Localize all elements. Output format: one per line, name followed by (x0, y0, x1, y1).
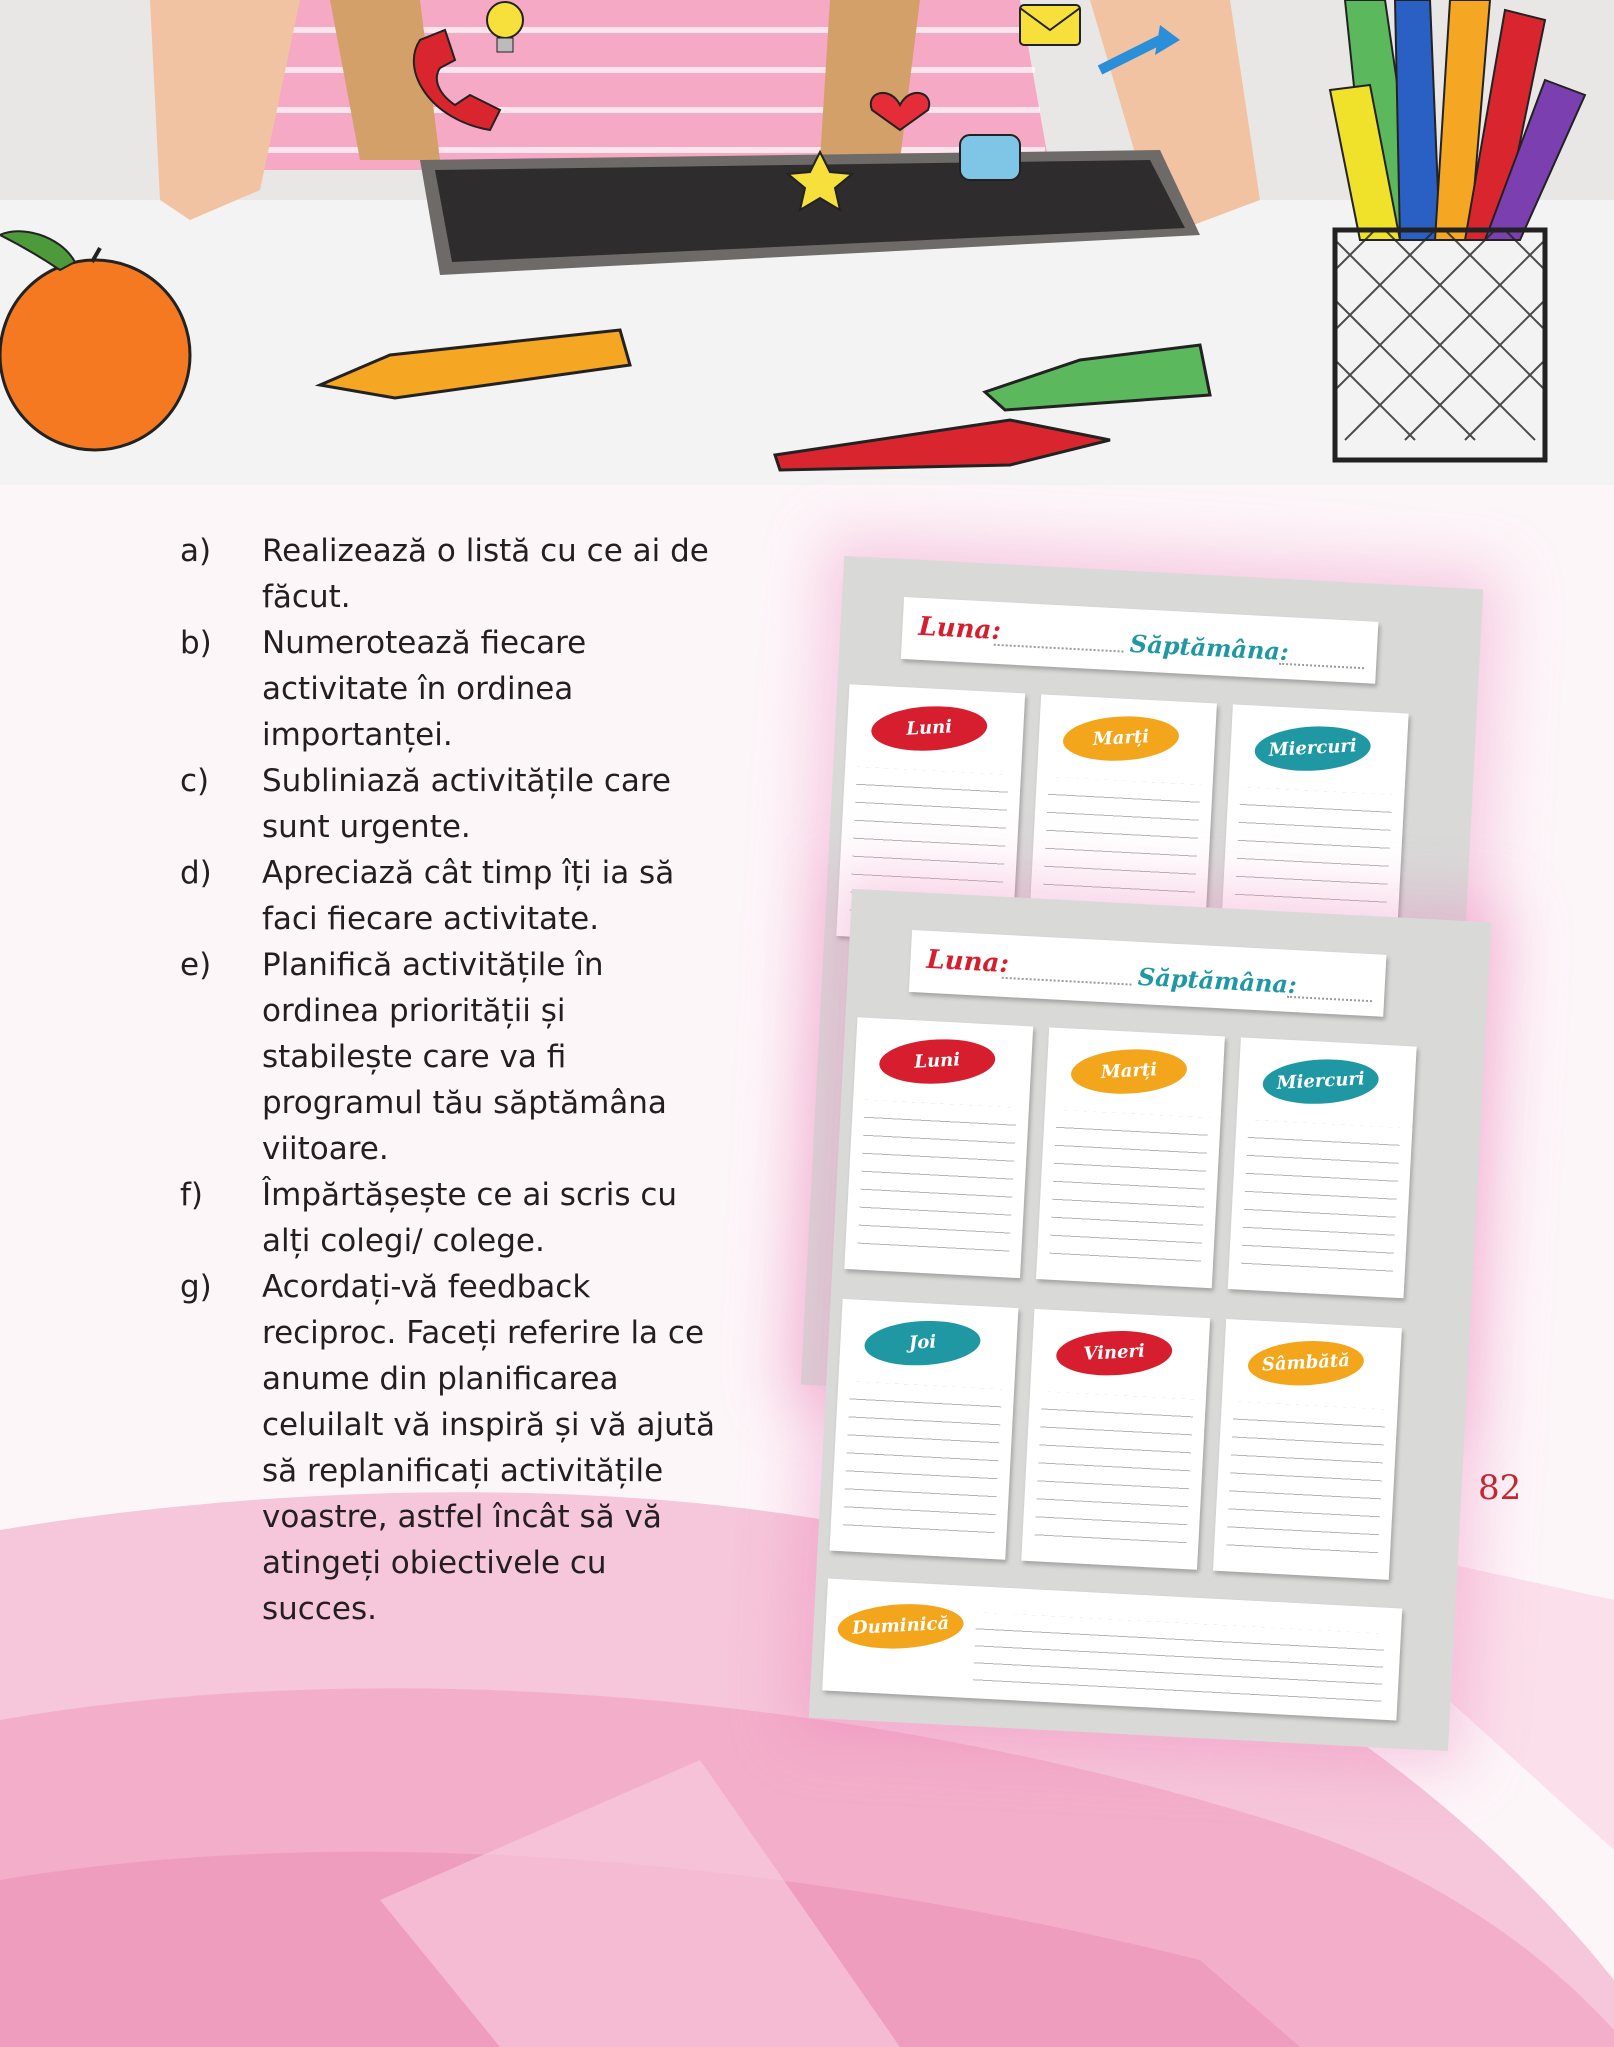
header-photo (0, 0, 1614, 485)
instruction-letter: d) (180, 855, 212, 891)
day-badge: Joi (863, 1318, 981, 1368)
day-card (1228, 1037, 1417, 1298)
instruction-text: Realizează o listă cu ce ai de făcut. (262, 533, 709, 615)
instruction-letter: a) (180, 533, 212, 569)
instruction-item (180, 758, 780, 850)
envelope-icon (1020, 5, 1080, 45)
instruction-letter: c) (180, 763, 210, 799)
instruction-letter: g) (180, 1269, 212, 1305)
day-card (1021, 1309, 1210, 1570)
month-label: Luna: (917, 611, 1002, 647)
instruction-text: Împărtășește ce ai scris cu alți colegi/ colege. (262, 1177, 678, 1259)
instruction-letter: e) (180, 947, 212, 983)
instruction-letter: b) (180, 625, 212, 661)
day-card (1036, 1027, 1225, 1288)
planner-header (909, 930, 1387, 1017)
day-badge: Vineri (1055, 1328, 1173, 1378)
instruction-text: Planifică activitățile în ordinea priorității și stabilește care va fi programul tău săptămâna viitoare. (262, 947, 667, 1167)
page-number: 82 (1478, 1468, 1522, 1508)
day-card (844, 1017, 1033, 1278)
instruction-item (180, 1172, 780, 1264)
instruction-text: Subliniază activitățile care sunt urgente. (262, 763, 672, 845)
day-badge: Marți (1062, 714, 1180, 764)
day-card (829, 1299, 1018, 1560)
day-badge: Duminică (837, 1601, 965, 1652)
instruction-text: Numerotează fiecare activitate în ordinea importanței. (262, 625, 587, 753)
instruction-item (180, 942, 780, 1172)
day-badge: Sâmbătă (1247, 1338, 1365, 1388)
planner-header (901, 597, 1379, 684)
month-label: Luna: (925, 944, 1010, 980)
instruction-letter: f) (180, 1177, 204, 1213)
instruction-item (180, 528, 780, 620)
day-badge: Miercuri (1262, 1057, 1380, 1107)
instruction-item (180, 850, 780, 942)
sunday-row (822, 1579, 1402, 1721)
week-label: Săptămâna: (1129, 628, 1290, 667)
day-card (1213, 1319, 1402, 1580)
instruction-item (180, 620, 780, 758)
thumbs-up-icon (960, 135, 1020, 180)
instruction-text: Apreciază cât timp îți ia să faci fiecare activitate. (262, 855, 675, 937)
instruction-text: Acordați-vă feedback reciproc. Faceți referire la ce anume din planificarea celuilalt vă inspiră și vă ajută să replanificați activitățile voastre, astfel încât să vă atingeți obiectivele cu succes. (262, 1269, 715, 1627)
day-badge: Marți (1070, 1047, 1188, 1097)
planner-sheet-front (809, 889, 1492, 1751)
day-badge: Miercuri (1254, 724, 1372, 774)
day-badge: Luni (870, 704, 988, 754)
day-badge: Luni (878, 1037, 996, 1087)
instruction-list (180, 528, 780, 1632)
instruction-item (180, 1264, 780, 1632)
week-label: Săptămâna: (1137, 961, 1298, 1000)
